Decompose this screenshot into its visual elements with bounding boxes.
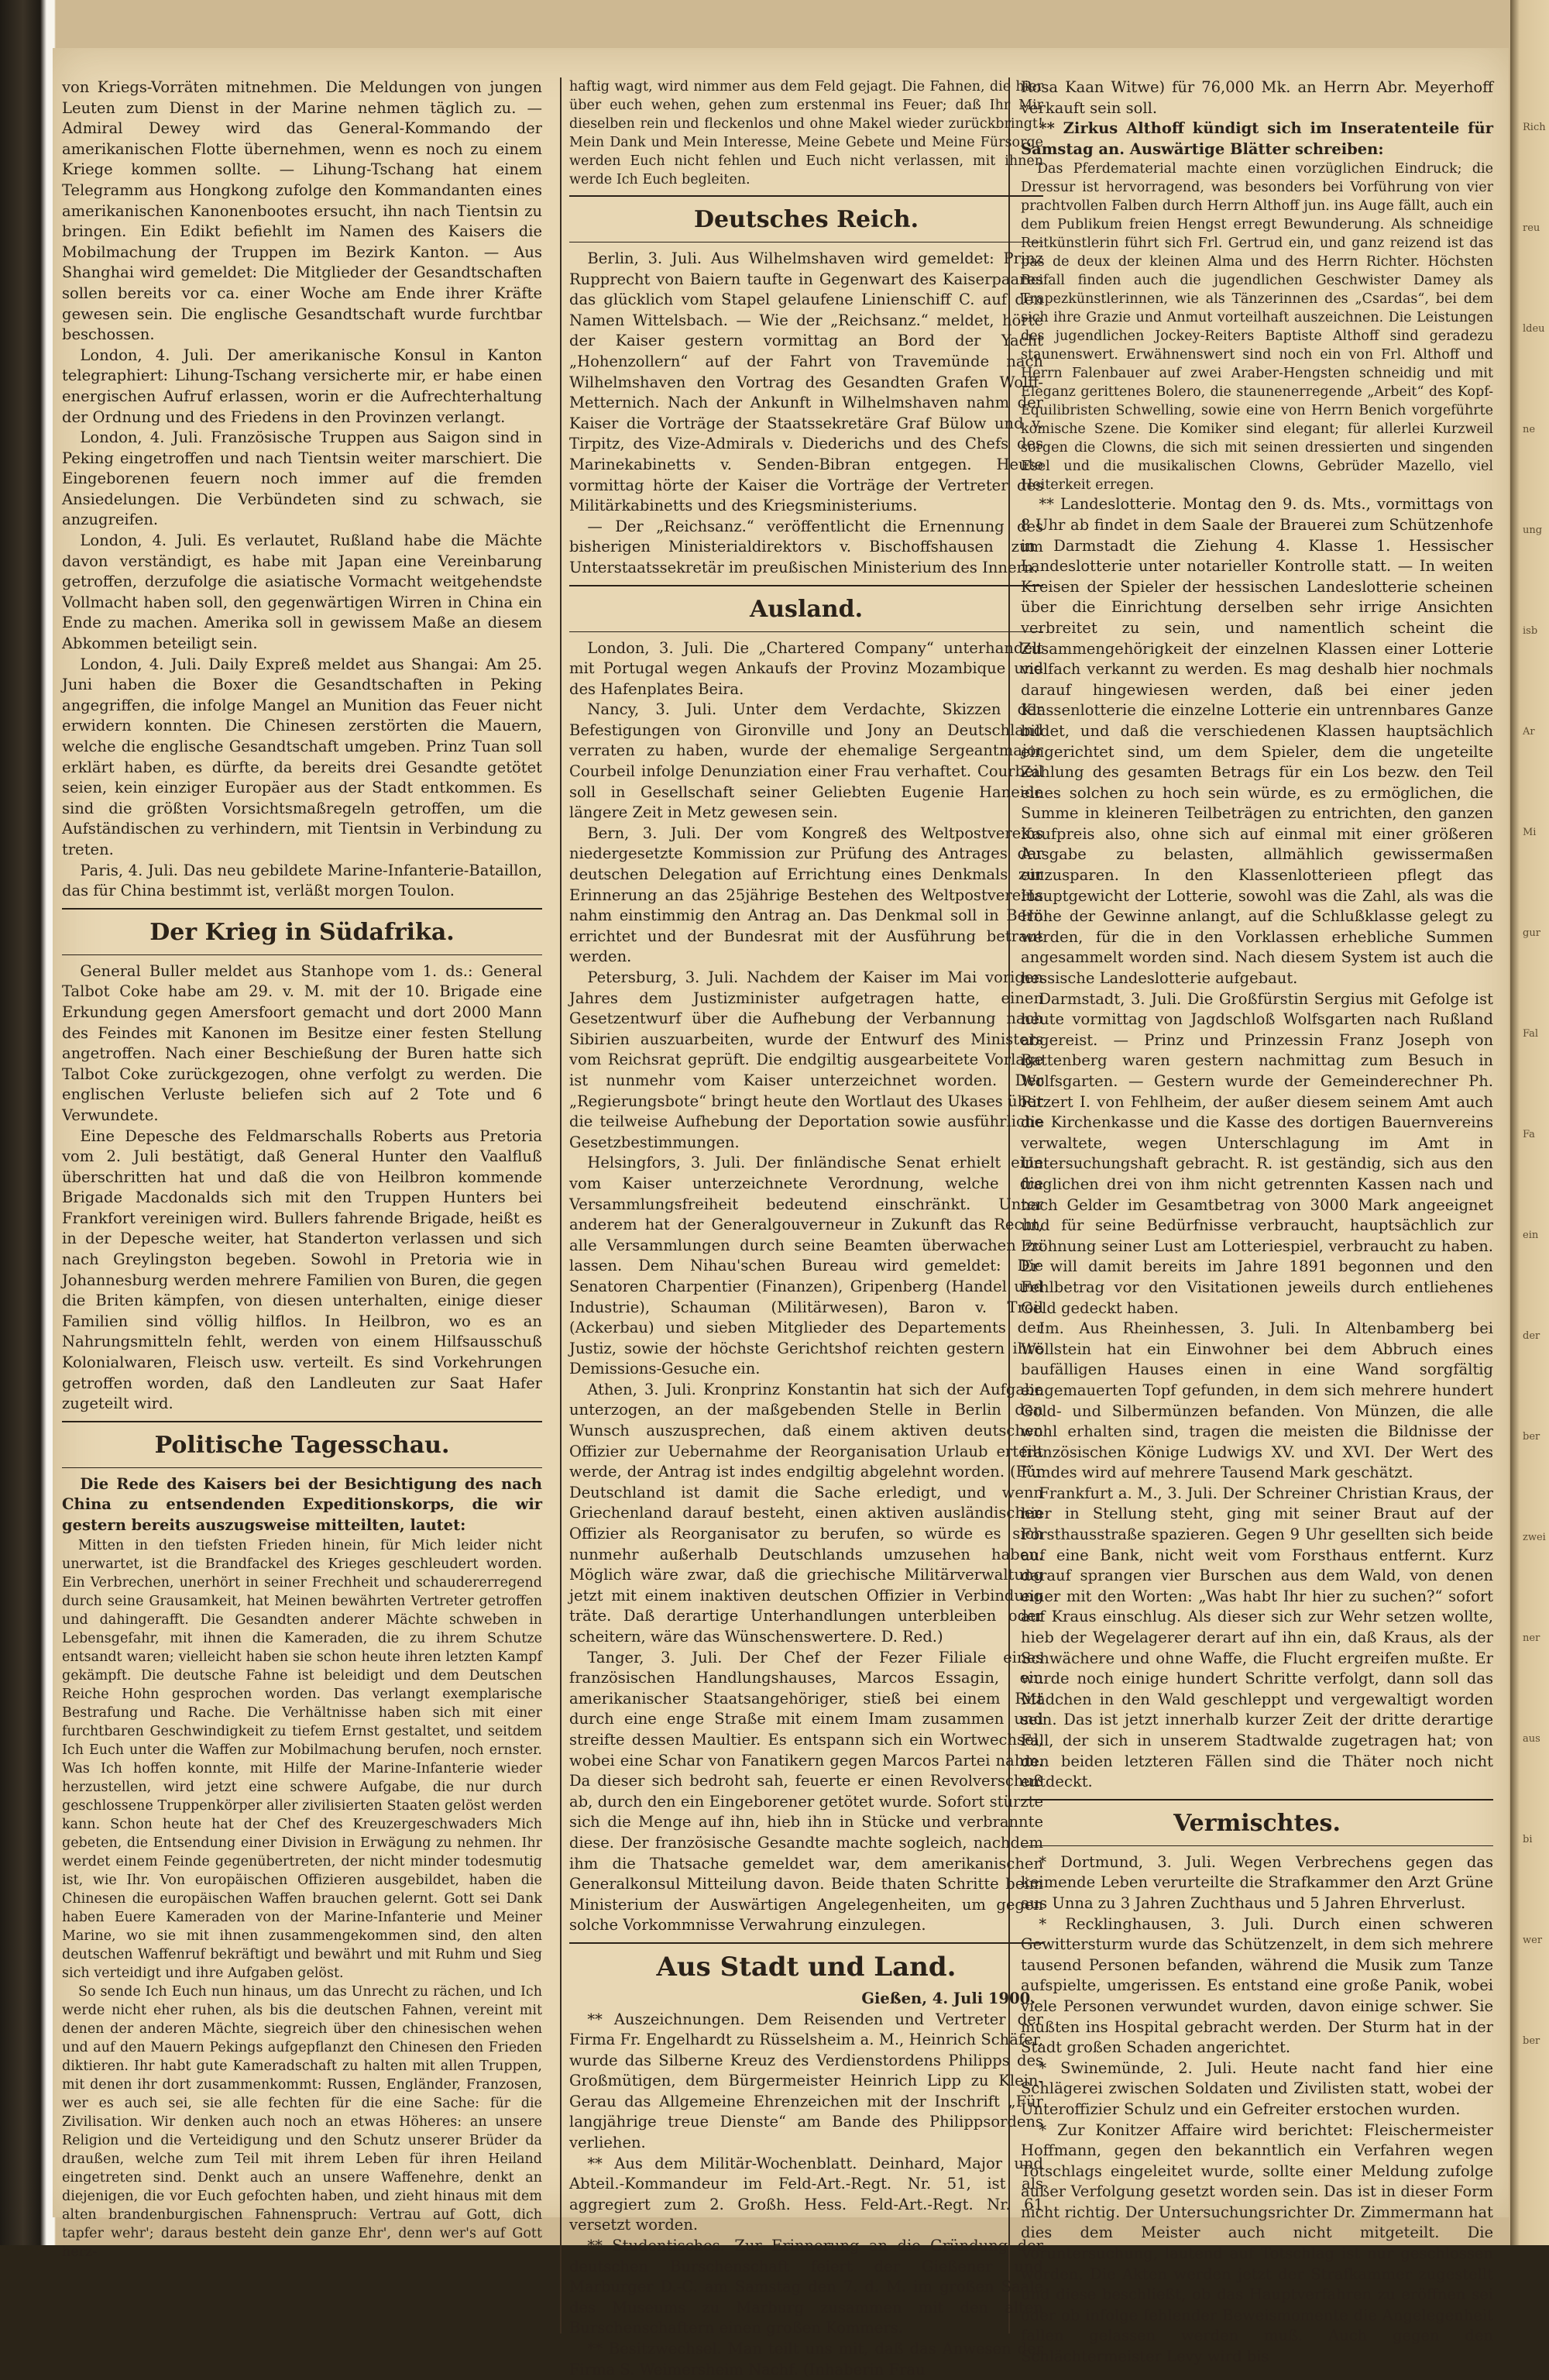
section-rule [569, 585, 1043, 586]
article-text: ** Besitzwechsel. Man teilt uns mit, daß das Anwesen der Firma S. Weimersheim Nachf. (Inhaberin Frau [569, 2340, 1043, 2378]
adjacent-page-fragment: aus [1523, 1733, 1540, 1745]
article-text: Rosa Kaan Witwe) für 76,000 Mk. an Herrn Abr. Meyerhoff verkauft sein soll. [1021, 78, 1493, 117]
article-text: ** Aus dem Militär-Wochenblatt. Deinhard, Major und Abteil.-Kommandeur im Feld-Art.-Regt. Nr. 51, ist als aggregiert zum 2. Großh. Hess. Feld-Art.-Regt. Nr. 61 versetzt worden. [569, 2154, 1043, 2234]
section-heading: Der Krieg in Südafrika. [149, 918, 455, 946]
article-text: Eine Depesche des Feldmarschalls Roberts aus Pretoria vom 2. Juli bestätigt, daß General Hunter den Vaalfluß überschritten hat und daß die von Heilbron kommende Brigade Macdonalds sich mit den Truppen Hunters bei Frankfort vereinigen wird. Bullers fahrende Brigade, heißt es in der Depesche weiter, hat Standerton verlassen und sich nach Greylingston begeben. Sowohl in Pretoria wie in Johannesburg werden mehrere Familien von Buren, die gegen die Briten kämpfen, von diesen unterhalten, einige dieser Familien sind völlig hilflos. In Heilbron, wo es an Nahrungsmitteln fehlt, werden von einem Hilfsausschuß Kolonialwaren, Fleisch usw. verteilt. Es sind Vorkehrungen getroffen worden, daß den Landleuten zur Saat Hafer zugeteilt wird. [62, 1126, 542, 1413]
section-heading: Vermischtes. [1173, 1809, 1341, 1837]
adjacent-page-fragment: bi [1523, 1834, 1533, 1845]
article-text: ** Studentisches. Zur Erinnerung an die Gründung der deutschen Burschenschaft feiert der Gießener und Marburger D.-C. am Samstag den 7. d. M. im großen Saale des Museums zu Marburg zusammen mit den alten Burschenschaftern einen großen Kommers. [569, 2237, 1043, 2337]
adjacent-page-fragment: wer [1523, 1935, 1543, 1946]
article-text: London, 3. Juli. Die „Chartered Company“ unterhandelt mit Portugal wegen Ankaufs der Provinz Mozambique und des Hafenplates Beira. [569, 638, 1043, 698]
section-rule [62, 1467, 542, 1468]
article-text: von Kriegs-Vorräten mitnehmen. Die Meldungen von jungen Leuten zum Dienst in der Marine nehmen täglich zu. — Admiral Dewey wird das General-Kommando der amerikanischen Flotte übernehmen, wenn es noch zu einem Kriege kommen sollte. — Lihung-Tschang hat einem Telegramm aus Hongkong zufolge den Kommandanten eines amerikanischen Kanonenbootes ersucht, ihn nach Tientsin zu bringen. Ein Edikt befiehlt im Namen des Kaisers die Mobilmachung der Truppen im Bezirk Kanton. — Aus Shanghai wird gemeldet: Die Mitglieder der Gesandtschaften sollen bereits vor ca. einer Woche am Ende ihrer Kräfte gewesen sein. Die englische Gesandtschaft wurde furchtbar beschossen. [62, 78, 542, 344]
adjacent-page-fragment: zwei [1523, 1532, 1546, 1543]
article-text: Nancy, 3. Juli. Unter dem Verdachte, Skizzen der Befestigungen von Gironville und Jony an Deutschland verraten zu haben, wurde der ehemalige Sergeantmajor Courbeil infolge Denunziation einer Frau verhaftet. Courbeil soll in Gesellschaft seiner Geliebten Eugenie Haneide längere Zeit in Metz gewesen sein. [569, 700, 1043, 822]
article-text: Mitten in den tiefsten Frieden hinein, für Mich leider nicht unerwartet, ist die Brandfackel des Krieges geschleudert worden. Ein Verbrechen, unerhört in seiner Frechheit und schaudererregend durch seine Grausamkeit, hat Meinen bewährten Vertreter getroffen und dahingerafft. Die Gesandten anderer Mächte schweben in Lebensgefahr, mit ihnen die Kameraden, die zu ihrem Schutze entsandt waren; vielleicht haben sie schon heute ihren letzten Kampf gekämpft. Die deutsche Fahne ist beleidigt und dem Deutschen Reiche Hohn gesprochen worden. Das verlangt exemplarische Bestrafung und Rache. Die Verhältnisse haben sich mit einer furchtbaren Geschwindigkeit zu tiefem Ernst gestaltet, und seitdem Ich Euch unter die Waffen zur Mobilmachung berufen, noch ernster. Was Ich hoffen konnte, mit Hilfe der Marine-Infanterie wieder herzustellen, wird jetzt eine schwere Aufgabe, die nur durch geschlossene Truppenkörper aller zivilisierten Staaten gelöst werden kann. Schon heute hat der Chef des Kreuzergeschwaders Mich gebeten, die Entsendung einer Division in Erwägung zu nehmen. Ihr werdet einem Feinde gegenübertreten, der nicht minder todesmutig ist, wie Ihr. Von europäischen Offizieren ausgebildet, haben die Chinesen die europäischen Waffen brauchen gelernt. Gott sei Dank haben Euere Kameraden von der Marine-Infanterie und Meiner Marine, wo sie mit ihnen zusammengekommen sind, den alten deutschen Waffenruf bekräftigt und bewährt und mit Ruhm und Sieg sich verteidigt und ihre Aufgaben gelöst. [62, 1537, 542, 1981]
adjacent-page-fragment: ein [1523, 1230, 1539, 1241]
article-text: * Recklinghausen, 3. Juli. Durch einen schweren Gewittersturm wurde das Schützenzelt, in dem sich mehrere tausend Personen befanden, während die Musik zum Tanze aufspielte, umgerissen. Es entstand eine große Panik, wobei viele Personen verwundet wurden, davon einige schwer. Sie mußten ins Hospital gebracht werden. Der Sturm hat in der Stadt großen Schaden angerichtet. [1021, 1914, 1493, 2057]
adjacent-page-fragment: ber [1523, 2035, 1540, 2047]
article-text: Berlin, 3. Juli. Aus Wilhelmshaven wird gemeldet: Prinz Rupprecht von Baiern taufte in Gegenwart des Kaiserpaares das glücklich vom Stapel gelaufene Linienschiff C. auf den Namen Wittelsbach. — Wie der „Reichsanz.“ meldet, hörte der Kaiser gestern vormittag an Bord der Yacht „Hohenzollern“ auf der Fahrt von Travemünde nach Wilhelmshaven den Vortrag des Gesandten Grafen Wolff-Metternich. Nach der Ankunft in Wilhelmshaven nahm der Kaiser die Vorträge der Staatssekretäre Graf Bülow und v. Tirpitz, des Vize-Admirals v. Diederichs und des Chefs des Marinekabinetts v. Senden-Bibran entgegen. Heute vormittag hörte der Kaiser die Vorträge der Vertreter des Militärkabinetts und des Kriegsministeriums. [569, 249, 1043, 515]
adjacent-page-fragment: ne [1523, 424, 1536, 435]
adjacent-page-fragment: Fal [1523, 1028, 1539, 1040]
section-rule [569, 195, 1043, 197]
article-text: * Dortmund, 3. Juli. Wegen Verbrechens gegen das keimende Leben verurteilte die Strafkammer den Arzt Grüne aus Unna zu 3 Jahren Zuchthaus und 5 Jahren Ehrverlust. [1021, 1852, 1493, 1912]
article-text: ** Auszeichnungen. Dem Reisenden und Vertreter der Firma Fr. Engelhardt zu Rüsselsheim a. M., Heinrich Schäfer, wurde das Silberne Kreuz des Verdienstordens Philipps des Großmütigen, dem Bürgermeister Heinrich Lipp zu Klein-Gerau das Allgemeine Ehrenzeichen mit der Inschrift „Für langjährige treue Dienste“ am Bande des Philippsordens verliehen. [569, 2010, 1043, 2152]
article-text: General Buller meldet aus Stanhope vom 1. ds.: General Talbot Coke habe am 29. v. M. mit der 10. Brigade eine Erkundung gegen Amersfoort gemacht und dort 2000 Mann des Feindes mit Kanonen im Besitze einer festen Stellung angetroffen. Nach einer Beschießung der Buren hatte sich Talbot Coke zurückgezogen, ohne verfolgt zu werden. Die englischen Verluste beliefen sich auf 2 Tote und 6 Verwundete. [62, 961, 542, 1124]
article-text: So sende Ich Euch nun hinaus, um das Unrecht zu rächen, und Ich werde nicht eher ruhen, als bis die deutschen Fahnen, vereint mit denen der anderen Mächte, siegreich über den chinesischen wehen und auf den Mauern Pekings aufgepflanzt den Chinesen den Frieden diktieren. Ihr habt gute Kameradschaft zu halten mit allen Truppen, mit denen ihr dort zusammenkommt: Russen, Engländer, Franzosen, wer es auch sei, sie alle fechten für die eine Sache: für die Zivilisation. Wir denken auch noch an etwas Höheres: an unsere Religion und die Verteidigung und den Schutz unserer Brüder da draußen, welche zum Teil mit ihrem Leben für ihren Heiland eingetreten sind. Denkt auch an unsere Waffenehre, denkt an diejenigen, die vor Euch gefochten haben, und zieht hinaus mit dem alten brandenburgischen Fahnenspruch: Vertrau auf Gott, dich tapfer wehr'; daraus besteht dein ganze Ehr', denn wer's auf Gott herz- [62, 1983, 542, 2260]
column-rule [560, 77, 562, 2334]
section-heading: Aus Stadt und Land. [656, 1951, 957, 1983]
column-2 [569, 77, 1043, 2378]
article-text: London, 4. Juli. Der amerikanische Konsul in Kanton telegraphiert: Lihung-Tschang versicherte mir, er habe einen energischen Aufruf erlassen, worin er die Aufrechterhaltung der Ordnung und des Friedens in den Provinzen verlangt. [62, 346, 542, 426]
section-heading: Politische Tagesschau. [154, 1431, 450, 1459]
section-rule [62, 1421, 542, 1422]
article-text: Paris, 4. Juli. Das neu gebildete Marine-Infanterie-Bataillon, das für China bestimmt ist, verläßt morgen Toulon. [62, 861, 542, 900]
adjacent-page-fragment: ner [1523, 1632, 1540, 1644]
article-text: London, 4. Juli. Daily Expreß meldet aus Shangai: Am 25. Juni haben die Boxer die Gesandtschaften in Peking angegriffen, die infolge Mangel an Munition das Feuer nicht erwidern konnten. Die Chinesen zerstörten die Mauern, welche die englische Gesandtschaft umgeben. Prinz Tuan soll erklärt haben, es dürfte, da bereits drei Gesandte getötet seien, kein einziger Europäer aus der Stadt entkommen. Es sind die größten Vorsichtsmaßregeln getroffen, um die Aufständischen zu verhindern, mit Tientsin in Verbindung zu treten. [62, 655, 542, 858]
section-rule [1021, 1845, 1493, 1846]
article-text: London, 4. Juli. Französische Truppen aus Saigon sind in Peking eingetroffen und nach Tientsin weiter marschiert. Die Eingeborenen feuern noch immer auf die fremden Ansiedelungen. Die Verbündeten sind zu schwach, sie anzugreifen. [62, 428, 542, 529]
article-text: Das Pferdematerial machte einen vorzüglichen Eindruck; die Dressur ist hervorragend, was besonders bei Vorführung von vier prachtvollen Falben durch Herrn Althoff jun. ins Auge fällt, auch ein dem Publikum freien Hengst erregt Bewunderung. Als schneidige Reitkünstlerin führt sich Frl. Gertrud ein, und ganz reizend ist das pas de deux der kleinen Alma und des Herrn Richter. Höchsten Beifall finden auch die jugendlichen Geschwister Damey als Trapezkünstlerinnen, wie als Tänzerinnen des „Csardas“, bei dem sich ihre Grazie und Anmut vorteilhaft auszeichnen. Die Leistungen des jugendlichen Jockey-Reiters Baptiste Althoff sind geradezu staunenswert. Erwähnenswert sind noch ein von Frl. Althoff und Herrn Falenbauer auf zwei Araber-Hengsten schneidig und mit Eleganz gerittenes Bolero, die staunenerregende „Arbeit“ des Kopf-Equilibristen Schwelling, sowie eine von Herrn Benich vorgeführte komische Szene. Die Komiker sind elegant; für allerlei Kurzweil sorgen die Clowns, die sich mit seinen dressierten und singenden Esel und die musikalischen Clowns, Gebrüder Mazello, viel Heiterkeit erregen. [1021, 161, 1493, 494]
article-text: Bern, 3. Juli. Der vom Kongreß des Weltpostvereins niedergesetzte Kommission zur Prüfung des Antrages der deutschen Delegation auf Errichtung eines Denkmals zur Erinnerung an das 25jährige Bestehen des Weltpostvereins nahm einstimmig den Antrag an. Das Denkmal soll in Bern errichtet und der Bundesrat mit der Ausführung betraut werden. [569, 824, 1043, 966]
adjacent-page-fragment: ung [1523, 524, 1543, 536]
article-text: London, 4. Juli. Es verlautet, Rußland habe die Mächte davon verständigt, es habe mit Japan eine Vereinbarung getroffen, derzufolge die asiatische Vormacht weitgehendste Vollmacht haben soll, den gegenwärtigen Wirren in China ein Ende zu machen. Amerika soll in gewissem Maße an diesem Abkommen beteiligt sein. [62, 531, 542, 653]
article-text: Tanger, 3. Juli. Der Chef der Fezer Filiale eines französischen Handlungshauses, Marcos Essagin, ein amerikanischer Staatsangehöriger, stieß bei einem Ritt durch eine enge Straße mit einem Imam zusammen und streifte dessen Maultier. Es entspann sich ein Wortwechsel, wobei eine Schar von Fanatikern gegen Marcos Partei nahm. Da dieser sich bedroht sah, feuerte er einen Revolverschuß ab, durch den ein Eingeborener getötet wurde. Sofort stürzte sich die Menge auf ihn, hieb ihn in Stücke und verbrannte diese. Der französische Gesandte machte sogleich, nachdem ihm die Thatsache gemeldet war, dem amerikanischen Generalkonsul Mitteilung davon. Beide thaten Schritte beim Ministerium der Auswärtigen Angelegenheiten, um gegen solche Vorkommnisse Verwahrung einzulegen. [569, 1648, 1043, 1935]
article-text: Frankfurt a. M., 3. Juli. Der Schreiner Christian Kraus, der hier in Stellung steht, ging mit seiner Braut auf der Forsthausstraße spazieren. Gegen 9 Uhr gesellten sich beide auf eine Bank, nicht weit vom Forsthaus entfernt. Kurz darauf sprangen vier Burschen aus dem Wald, von denen einer mit den Worten: „Was habt Ihr hier zu suchen?“ sofort auf Kraus einschlug. Als dieser sich zur Wehr setzen wollte, hieb der Wegelagerer derart auf ihn ein, daß Kraus, als der Schwächere und ohne Waffe, die Flucht ergreifen mußte. Er wurde noch einige hundert Schritte verfolgt, dann soll das Mädchen in den Wald geschleppt und vergewaltigt worden sein. Das ist jetzt innerhalb kurzer Zeit der dritte derartige Fall, der sich in unserem Stadtwalde zugetragen hat; von den beiden letzteren Fällen sind die Thäter noch nicht entdeckt. [1021, 1484, 1493, 1791]
article-text: * Zur Konitzer Affaire wird berichtet: Fleischermeister Hoffmann, gegen den bekanntlich ein Verfahren wegen Totschlags eingeleitet wurde, sollte einer Meldung zufolge außer Verfolgung gesetzt worden sein. Das ist in dieser Form nicht richtig. Der Untersuchungsrichter Dr. Zimmermann hat dies dem Meister auch nicht mitgeteilt. Die Voruntersuchung, lautend auf Totschlag ist nur geschlossen worden. Die Akten werden jetzt der Strafkammer zugestellt und diese beschließt, ob das Hauptverfahren zu eröffnen sei oder ob infolge fehlender Beweismomente die Angelegenheit fallen gelassen werden muß. Auch gegen den Schlächtermeister Levy wird bis [1021, 2120, 1493, 2366]
adjacent-page-fragment: Mi [1523, 827, 1537, 838]
adjacent-page-fragment: Ar [1523, 726, 1535, 738]
adjacent-page-fragment: Rich [1523, 122, 1546, 133]
section-rule [569, 1942, 1043, 1944]
section-rule [569, 631, 1043, 632]
article-text: ** Zirkus Althoff kündigt sich im Inseratenteile für Samstag an. Auswärtige Blätter schreiben: [1021, 119, 1493, 158]
dateline: Gießen, 4. Juli 1900. [861, 1989, 1036, 2007]
article-text: Die Rede des Kaisers bei der Besichtigung des nach China zu entsendenden Expeditionskorps, die wir gestern bereits auszugsweise mitteilten, lautet: [62, 1474, 542, 1534]
column-3 [1021, 77, 1493, 2366]
column-1 [62, 77, 542, 2334]
article-text: Petersburg, 3. Juli. Nachdem der Kaiser im Mai vorigen Jahres dem Justizminister aufgetragen hatte, einen Gesetzentwurf über die Aufhebung der Verbannung nach Sibirien auszuarbeiten, wurde der Entwurf des Ministers vom Reichsrat geprüft. Die endgiltig ausgearbeitete Vorlage ist nunmehr vom Kaiser unterzeichnet worden. Der „Regierungsbote“ bringt heute den Wortlaut des Ukases über die teilweise Aufhebung der Deportation sowie ausführliche Gesetzbestimmungen. [569, 968, 1043, 1151]
article-text: Helsingfors, 3. Juli. Der finländische Senat erhielt eine vom Kaiser unterzeichnete Verordnung, welche die Versammlungsfreiheit bedeutend einschränkt. Unter anderem hat der Generalgouverneur in Zukunft das Recht, alle Versammlungen durch seine Beamten überwachen zu lassen. Dem Nihau'schen Bureau wird gemeldet: Die Senatoren Charpentier (Finanzen), Gripenberg (Handel und Industrie), Schauman (Militärwesen), Baron v. Troil (Ackerbau) und sieben Mitglieder des Departements der Justiz, sowie der höchste Gerichtshof reichten gestern ihre Demissions-Gesuche ein. [569, 1154, 1043, 1378]
section-rule [62, 908, 542, 910]
section-heading: Deutsches Reich. [693, 206, 919, 233]
section-rule [62, 954, 542, 955]
adjacent-page-fragment: der [1523, 1330, 1540, 1342]
article-text: Darmstadt, 3. Juli. Die Großfürstin Sergius mit Gefolge ist heute vormittag von Jagdschloß Wolfsgarten nach Rußland abgereist. — Prinz und Prinzessin Franz Joseph von Battenberg waren gestern nachmittag zum Besuch in Wolfsgarten. — Gestern wurde der Gemeinderechner Ph. Ritzert I. von Fehlheim, der außer diesem seinem Amt auch die Kirchenkasse und die Kasse des dortigen Bauernvereins verwaltete, wegen Unterschlagung im Amt in Untersuchungshaft gebracht. R. ist geständig, sich aus den fraglichen drei von ihm nicht getrennten Kassen nach und nach Gelder im Gesamtbetrag von 3000 Mark angeeignet und für seine Bedürfnisse verbraucht, hauptsächlich zur Fröhnung seiner Lust am Lotteriespiel, verbraucht zu haben. Er will damit bereits im Jahre 1891 begonnen und den Fehlbetrag vor den Visitationen jeweils durch entliehenes Geld gedeckt haben. [1021, 989, 1493, 1317]
article-text: — Der „Reichsanz.“ veröffentlicht die Ernennung des bisherigen Ministerialdirektors v. Bischoffshausen zum Unterstaatssekretär im preußischen Ministerium des Innern. [569, 517, 1043, 576]
article-text: ** Landeslotterie. Montag den 9. ds. Mts., vormittags von 8 Uhr ab findet in dem Saale der Brauerei zum Schützenhofe in Darmstadt die Ziehung 4. Klasse 1. Hessischer Landeslotterie unter notarieller Kontrolle statt. — In weiten Kreisen der Spieler der hessischen Landeslotterie scheinen über die Einrichtung derselben sehr irrige Ansichten verbreitet zu sein, und namentlich scheint die Zusammengehörigkeit der einzelnen Klassen einer Lotterie vielfach verkannt zu werden. Es mag deshalb hier nochmals darauf hingewiesen werden, daß bei einer jeden Klassenlotterie die einzelne Lotterie ein untrennbares Ganze bildet, und daß die verschiedenen Klassen hauptsächlich eingerichtet sind, um dem Spieler, dem die ungeteilte Zahlung des gesamten Betrags für ein Los bezw. den Teil eines solchen zu hoch sein würde, es zu ermöglichen, die Summe in kleineren Teilbeträgen zu entrichten, den ganzen Kaufpreis also, ohne sich auf einmal mit einer größeren Ausgabe zu belasten, allmählich gewissermaßen einzusparen. In den Klassenlotterieen pflegt das Hauptgewicht der Lotterie, sowohl was die Zahl, als was die Höhe der Gewinne anlangt, auf die Schlußklasse gelegt zu werden, für die in den Vorklassen erhebliche Summen angesammelt worden sind. Nach diesem System ist auch die hessische Landeslotterie aufgebaut. [1021, 495, 1493, 988]
article-text: Im. Aus Rheinhessen, 3. Juli. In Altenbamberg bei Wöllstein hat ein Einwohner bei dem Abbruch eines baufälligen Hauses einen in eine Wand sorgfältig eingemauerten Topf gefunden, in dem sich mehrere hundert Gold- und Silbermünzen befanden. Von Münzen, die alle wohl erhalten sind, tragen die meisten die Bildnisse der französischen Könige Ludwigs XV. und XVI. Der Wert des Fundes wird auf mehrere Tausend Mark geschätzt. [1021, 1319, 1493, 1482]
adjacent-page-fragment: ber [1523, 1431, 1540, 1443]
adjacent-page-fragment: gur [1523, 927, 1540, 939]
article-text: * Swinemünde, 2. Juli. Heute nacht fand hier eine Schlägerei zwischen Soldaten und Zivilisten statt, wobei der Unteroffizier Schulz und ein Gefreiter erstochen wurden. [1021, 2058, 1493, 2118]
adjacent-page-fragment: isb [1523, 625, 1538, 637]
adjacent-page-fragment: Fa [1523, 1129, 1535, 1140]
section-heading: Ausland. [749, 595, 864, 623]
article-text: Athen, 3. Juli. Kronprinz Konstantin hat sich der Aufgabe unterzogen, an der maßgebenden Stelle in Berlin den Wunsch auszusprechen, daß einem aktiven deutschen Offizier zur Uebernahme der Reorganisation Urlaub erteilt werde, der Antrag ist indes endgiltig abgelehnt worden. (Für Deutschland ist damit die Sache erledigt, und wenn Griechenland darauf besteht, einen aktiven ausländischen Offizier als Reorganisator zu berufen, so würde es sich nunmehr außerhalb Deutschlands umzusehen haben. Möglich wäre zwar, daß die griechische Militärverwaltung jetzt mit einem inaktiven deutschen Offizier in Verbindung träte. Daß derartige Unterhandlungen unterbleiben oder scheitern, wäre das Wünschenswertere. D. Red.) [569, 1380, 1043, 1646]
adjacent-page-text [1510, 77, 1549, 2169]
section-rule [1021, 1799, 1493, 1800]
adjacent-page-fragment: reu [1523, 222, 1540, 234]
article-text: haftig wagt, wird nimmer aus dem Feld gejagt. Die Fahnen, die hier über euch wehen, gehen zum erstenmal ins Feuer; daß Ihr Mir dieselben rein und fleckenlos und ohne Makel wieder zurückbringt! Mein Dank und Mein Interesse, Meine Gebete und Meine Fürsorge werden Euch nicht fehlen und Euch nicht verlassen, mit ihnen werde Ich Euch begleiten. [569, 79, 1043, 187]
adjacent-page-fragment: ldeu [1523, 323, 1545, 335]
